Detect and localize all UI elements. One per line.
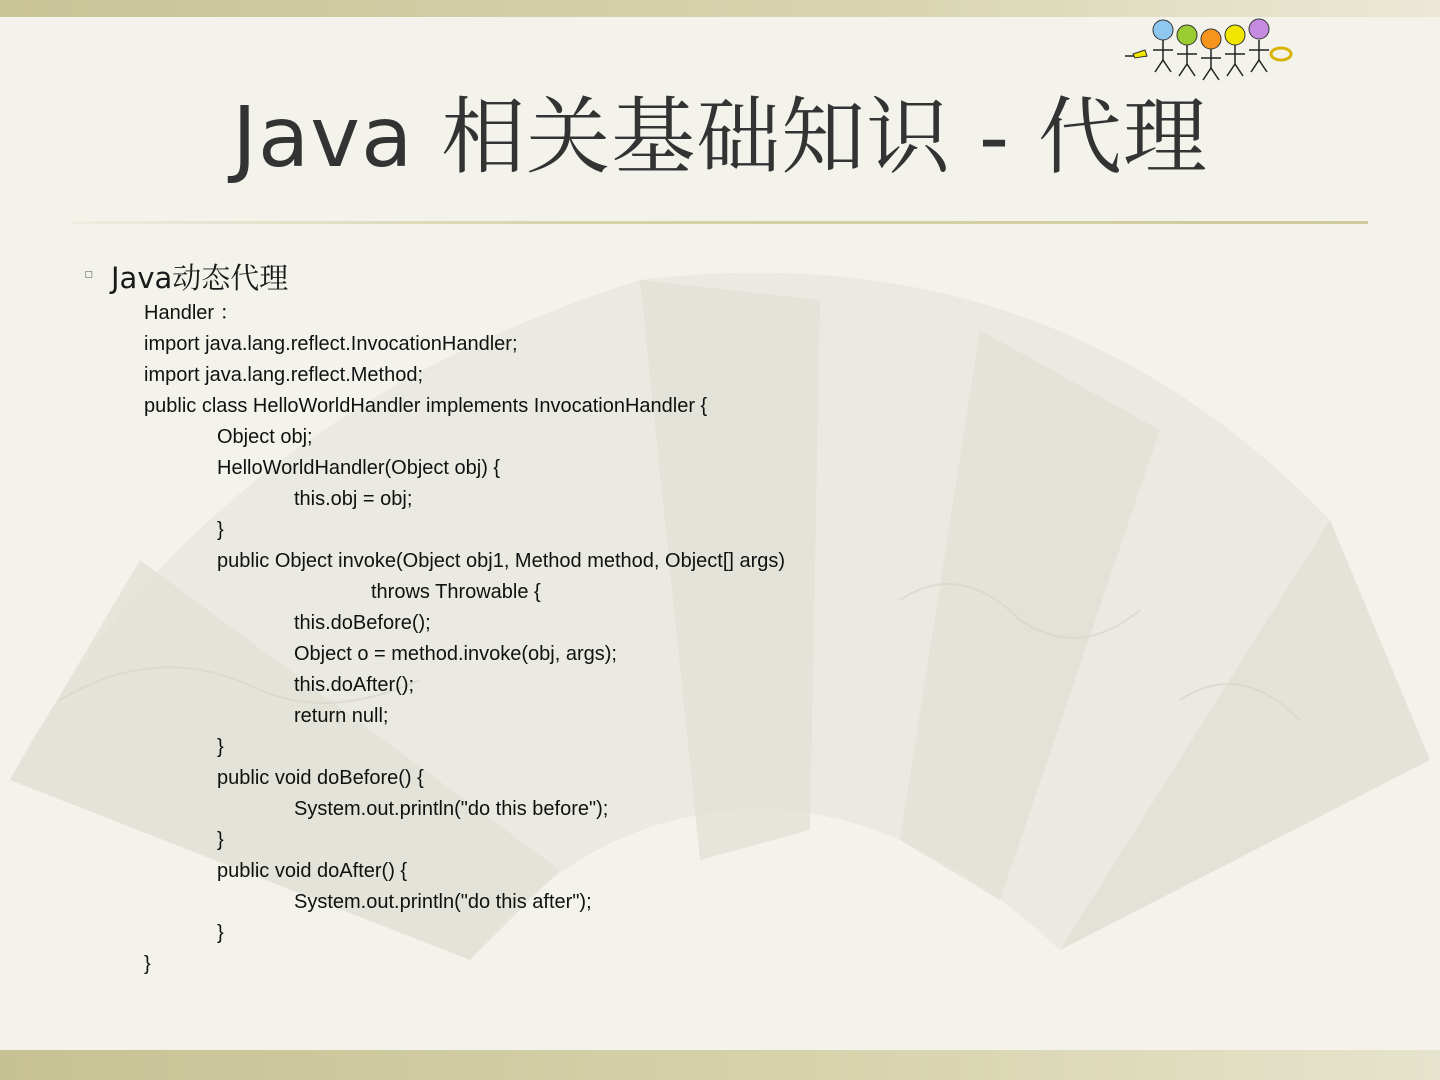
code-line: import java.lang.reflect.InvocationHandler;: [144, 333, 518, 355]
code-line: this.doAfter();: [294, 674, 415, 696]
code-line: Object o = method.invoke(obj, args);: [294, 643, 617, 665]
code-line: public void doAfter() {: [217, 860, 408, 882]
code-line: Object obj;: [217, 426, 313, 448]
code-line: public class HelloWorldHandler implements InvocationHandler {: [144, 395, 708, 417]
code-line: }: [217, 829, 224, 851]
code-line: }: [217, 922, 224, 944]
code-line: }: [144, 953, 151, 975]
code-line: Handler ：: [144, 302, 240, 324]
code-block: [144, 298, 1244, 980]
code-line: throws Throwable {: [371, 581, 541, 603]
bullet-marker: ▫: [84, 266, 94, 282]
code-line: this.doBefore();: [294, 612, 431, 634]
code-line: public void doBefore() {: [217, 767, 424, 789]
code-line: }: [217, 736, 224, 758]
people-balloons-logo: [1125, 14, 1295, 86]
code-line: return null;: [294, 705, 389, 727]
code-line: this.obj = obj;: [294, 488, 413, 510]
slide-title: Java 相关基础知识 - 代理: [232, 88, 1208, 186]
code-line: }: [217, 519, 224, 541]
code-line: System.out.println("do this after");: [294, 891, 592, 913]
bottom-decorative-band: [0, 1050, 1440, 1080]
code-line: System.out.println("do this before");: [294, 798, 609, 820]
code-line: public Object invoke(Object obj1, Method method, Object[] args): [217, 550, 786, 572]
code-line: import java.lang.reflect.Method;: [144, 364, 424, 386]
title-divider: [72, 221, 1368, 224]
section-heading: Java动态代理: [111, 261, 289, 295]
code-line: HelloWorldHandler(Object obj) {: [217, 457, 501, 479]
